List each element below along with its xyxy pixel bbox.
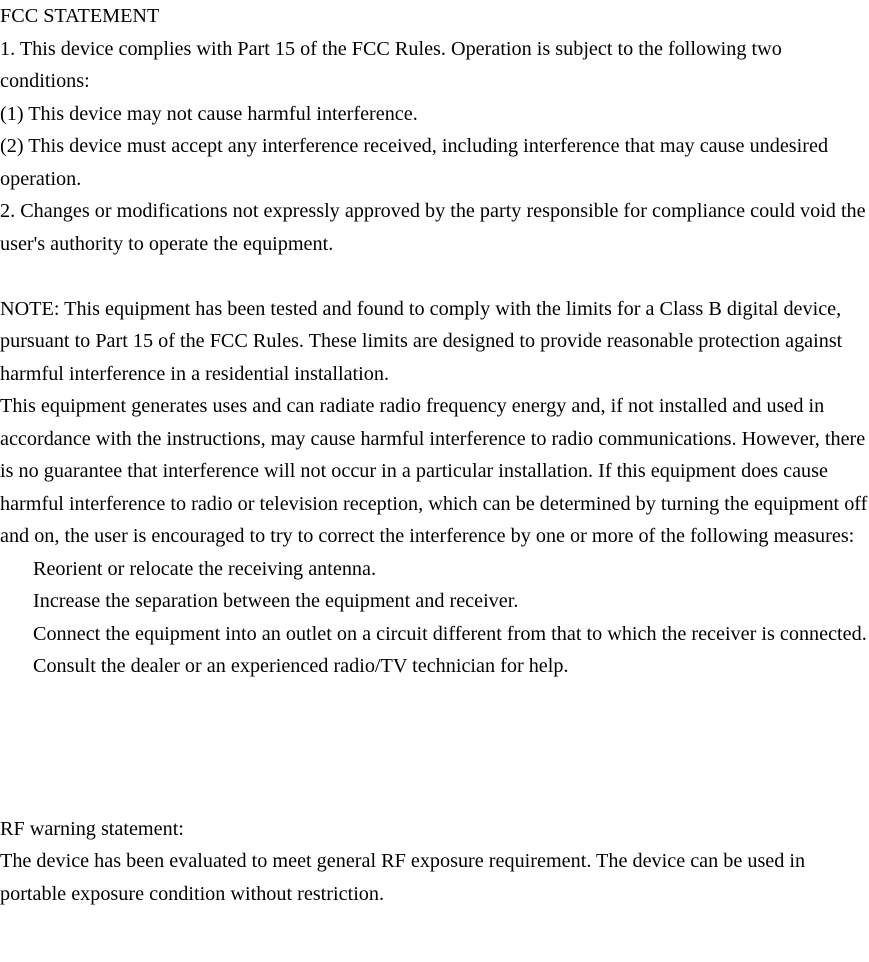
large-spacer [0, 683, 869, 813]
fcc-note-section [0, 293, 869, 683]
fcc-condition-2: (2) This device must accept any interference received, including interference that may cause undesired operation. [0, 135, 829, 190]
rf-warning-text: The device has been evaluated to meet general RF exposure requirement. The device can be used in portable exposure condition without restriction. [0, 850, 806, 905]
fcc-condition-1: (1) This device may not cause harmful interference. [0, 102, 418, 125]
note-paragraph-2: This equipment generates uses and can radiate radio frequency energy and, if not installed and used in accordance with the instructions, may cause harmful interference to radio communications. However, there is no guarantee that interference will not occur in a particular installation. If this equipment does cause harmful interference to radio or television reception, which can be determined by turning the equipment off and on, the user is encouraged to try to correct the interference by one or more of the following measures: [0, 395, 868, 547]
fcc-item-2: 2. Changes or modifications not expressly approved by the party responsible for compliance could void the user's authority to operate the equipment. [0, 200, 866, 255]
fcc-statement-section [0, 0, 869, 260]
fcc-statement-title: FCC STATEMENT [0, 5, 160, 27]
measure-increase-separation: Increase the separation between the equipment and receiver. [33, 590, 519, 612]
rf-warning-heading: RF warning statement: [0, 817, 184, 840]
note-paragraph-1: NOTE: This equipment has been tested and found to comply with the limits for a Class B digital device, pursuant to Part 15 of the FCC Rules. These limits are designed to provide reasonable protection against harmful interference in a residential installation. [0, 297, 843, 385]
paragraph-spacer [0, 260, 869, 293]
measure-reorient-antenna: Reorient or relocate the receiving antenna. [33, 557, 377, 580]
measure-different-outlet: Connect the equipment into an outlet on a circuit different from that to which the receiver is connected. [33, 622, 867, 645]
measure-consult-dealer: Consult the dealer or an experienced radio/TV technician for help. [33, 655, 569, 677]
fcc-item-1: 1. This device complies with Part 15 of the FCC Rules. Operation is subject to the following two conditions: [0, 37, 782, 92]
rf-warning-section [0, 813, 869, 911]
